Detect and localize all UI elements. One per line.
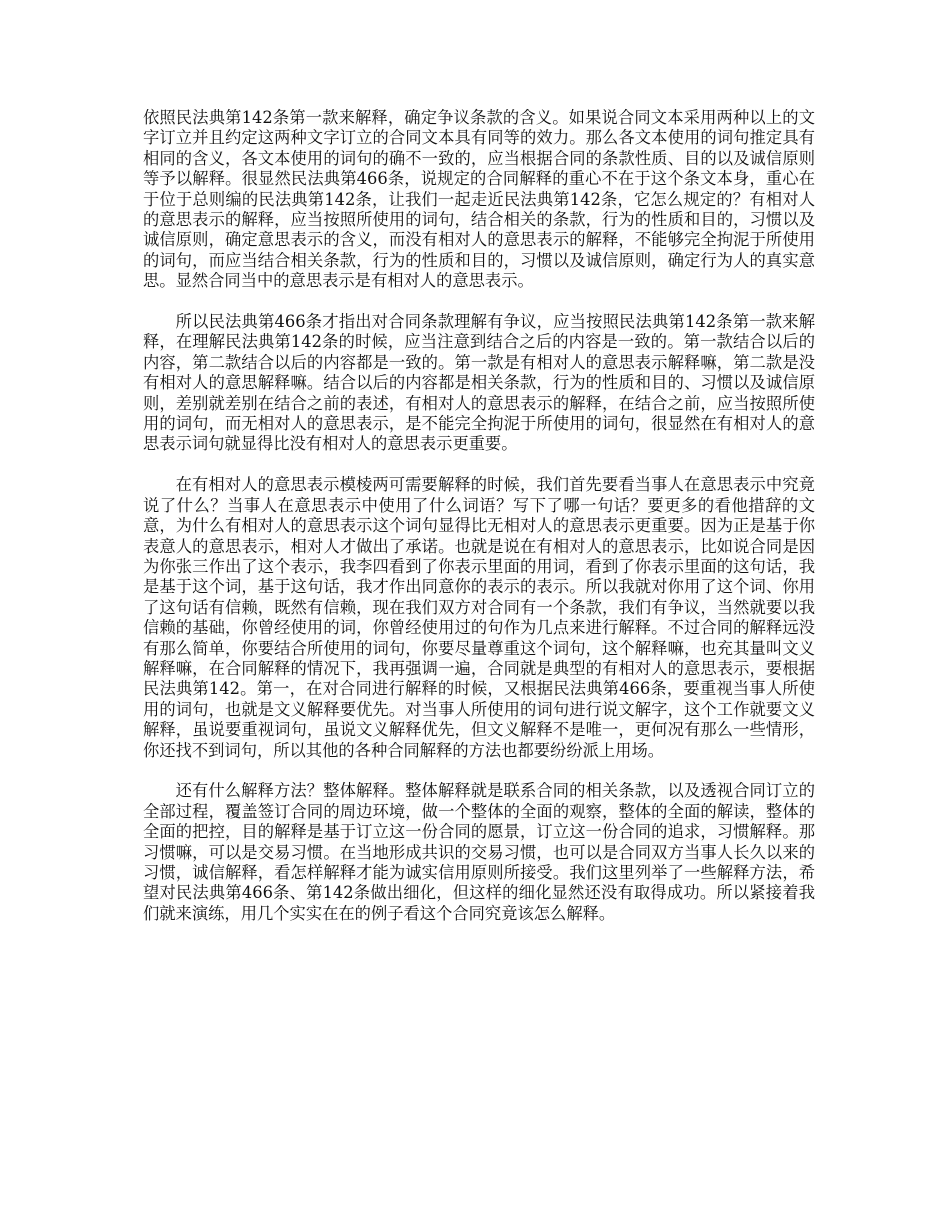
document-body (143, 108, 815, 945)
paragraph-3: 在有相对人的意思表示模棱两可需要解释的时候，我们首先要看当事人在意思表示中究竟说了什么？当事人在意思表示中使用了什么词语？写下了哪一句话？要更多的看他措辞的文意，为什么有相对人的意思表示这个词句显得比无相对人的意思表示更重要。因为正是基于你表意人的意思表示，相对人才做出了承诺。也就是说在有相对人的意思表示，比如说合同是因为你张三作出了这个表示，我李四看到了你表示里面的用词，看到了你表示里面的这句话，我是基于这个词，基于这句话，我才作出同意你的表示的表示。所以我就对你用了这个词、你用了这句话有信赖，既然有信赖，现在我们双方对合同有一个条款，我们有争议，当然就要以我信赖的基础，你曾经使用的词，你曾经使用过的句作为几点来进行解释。不过合同的解释远没有那么简单，你要结合所使用的词句，你要尽量尊重这个词句，这个解释嘛，也充其量叫文义解释嘛，在合同解释的情况下，我再强调一遍，合同就是典型的有相对人的意思表示，要根据民法典第142。第一，在对合同进行解释的时候，又根据民法典第466条，要重视当事人所使用的词句，也就是文义解释要优先。对当事人所使用的词句进行说文解字，这个工作就要文义解释，虽说要重视词句，虽说文义解释优先，但文义解释不是唯一，更何况有那么一些情形，你还找不到词句，所以其他的各种合同解释的方法也都要纷纷派上用场。 (143, 475, 815, 760)
paragraph-4: 还有什么解释方法？整体解释。整体解释就是联系合同的相关条款，以及透视合同订立的全部过程，覆盖签订合同的周边环境，做一个整体的全面的观察，整体的全面的解读，整体的全面的把控，目的解释是基于订立这一份合同的愿景，订立这一份合同的追求，习惯解释。那习惯嘛，可以是交易习惯。在当地形成共识的交易习惯，也可以是合同双方当事人长久以来的习惯，诚信解释，看怎样解释才能为诚实信用原则所接受。我们这里列举了一些解释方法，希望对民法典第466条、第142条做出细化，但这样的细化显然还没有取得成功。所以紧接着我们就来演练，用几个实实在在的例子看这个合同究竟该怎么解释。 (143, 781, 815, 923)
paragraph-1: 依照民法典第142条第一款来解释，确定争议条款的含义。如果说合同文本采用两种以上的文字订立并且约定这两种文字订立的合同文本具有同等的效力。那么各文本使用的词句推定具有相同的含义，各文本使用的词句的确不一致的，应当根据合同的条款性质、目的以及诚信原则等予以解释。很显然民法典第466条，说规定的合同解释的重心不在于这个条文本身，重心在于位于总则编的民法典第142条，让我们一起走近民法典第142条，它怎么规定的？有相对人的意思表示的解释，应当按照所使用的词句，结合相关的条款，行为的性质和目的，习惯以及诚信原则，确定意思表示的含义，而没有相对人的意思表示的解释，不能够完全拘泥于所使用的词句，而应当结合相关条款，行为的性质和目的，习惯以及诚信原则，确定行为人的真实意思。显然合同当中的意思表示是有相对人的意思表示。 (143, 108, 815, 291)
paragraph-2: 所以民法典第466条才指出对合同条款理解有争议，应当按照民法典第142条第一款来解释，在理解民法典第142条的时候，应当注意到结合之后的内容是一致的。第一款结合以后的内容，第二款结合以后的内容都是一致的。第一款是有相对人的意思表示解释嘛，第二款是没有相对人的意思解释嘛。结合以后的内容都是相关条款，行为的性质和目的、习惯以及诚信原则，差别就差别在结合之前的表述，有相对人的意思表示的解释，在结合之前，应当按照所使用的词句，而无相对人的意思表示，是不能完全拘泥于所使用的词句，很显然在有相对人的意思表示词句就显得比没有相对人的意思表示更重要。 (143, 312, 815, 454)
